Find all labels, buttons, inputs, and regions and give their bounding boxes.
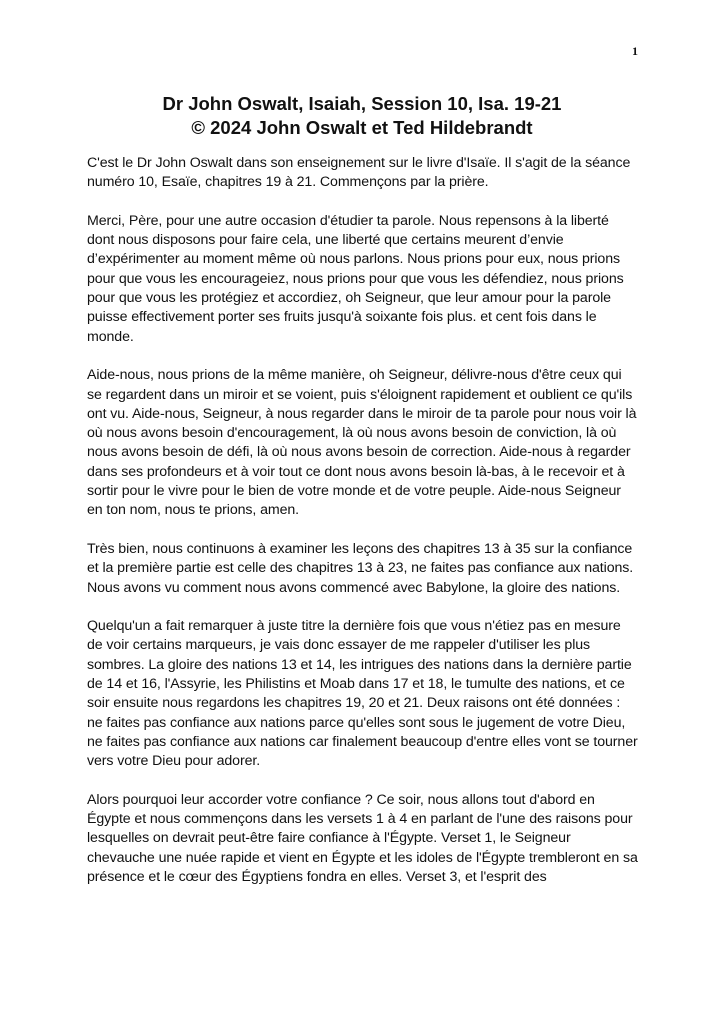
paragraph-prayer-2: Aide-nous, nous prions de la même manière, oh Seigneur, délivre-nous d'être ceux qui se regardent dans un miroir et se voient, puis s'éloignent rapidement et oublient ce qu'ils ont vu. Aide-nous, Seigneur, à nous regarder dans le miroir de ta parole pour nous voir là où nous avons besoin d'encouragement, là où nous avons besoin de conviction, là où nous avons besoin de défi, là où nous avons besoin de correction. Aide-nous à regarder dans ses profondeurs et à voir tout ce dont nous avons besoin là-bas, à le recevoir et à sortir pour le vivre pour le bien de votre monde et de votre peuple. Aide-nous Seigneur en ton nom, nous te prions, amen. bbox=[87, 367, 637, 519]
paragraph-egypt: Alors pourquoi leur accorder votre confiance ? Ce soir, nous allons tout d'abord en Égypte et nous commençons dans les versets 1 à 4 en parlant de l'une des raisons pour lesquelles on devrait peut-être faire confiance à l'Égypte. Verset 1, le Seigneur chevauche une nuée rapide et vient en Égypte et les idoles de l'Égypte trembleront en sa présence et le cœur des Égyptiens fondra en elles. Verset 3, et l'esprit des bbox=[87, 791, 638, 885]
paragraph-lesson-overview: Très bien, nous continuons à examiner les leçons des chapitres 13 à 35 sur la confiance et la première partie est celle des chapitres 13 à 23, ne faites pas confiance aux nations. Nous avons vu comment nous avons commencé avec Babylone, la gloire des nations. bbox=[87, 540, 634, 596]
document-title bbox=[60, 92, 664, 140]
title-line-2: © 2024 John Oswalt et Ted Hildebrandt bbox=[191, 117, 533, 138]
document-body bbox=[87, 154, 639, 907]
page-number: 1 bbox=[632, 44, 638, 58]
paragraph-review: Quelqu'un a fait remarquer à juste titre la dernière fois que vous n'étiez pas en mesure de voir certains marqueurs, je vais donc essayer de me rappeler d'utiliser les plus sombres. La gloire des nations 13 et 14, les intrigues des nations dans la dernière partie de 14 et 16, l'Assyrie, les Philistins et Moab dans 17 et 18, le tumulte des nations, et ce soir ensuite nous regardons les chapitres 19, 20 et 21. Deux raisons ont été données : ne faites pas confiance aux nations parce qu'elles sont sous le jugement de votre Dieu, ne faites pas confiance aux nations car finalement beaucoup d'entre elles vont se tourner vers votre Dieu pour adorer. bbox=[87, 618, 638, 770]
paragraph-intro: C'est le Dr John Oswalt dans son enseignement sur le livre d'Isaïe. Il s'agit de la séance numéro 10, Esaïe, chapitres 19 à 21. Commençons par la prière. bbox=[87, 155, 631, 191]
title-line-1: Dr John Oswalt, Isaiah, Session 10, Isa. 19-21 bbox=[162, 93, 562, 114]
paragraph-prayer-1: Merci, Père, pour une autre occasion d'étudier ta parole. Nous repensons à la liberté dont nous disposons pour faire cela, une liberté que certains meurent d’envie d’expérimenter au moment même où nous parlons. Nous prions pour eux, nous prions pour que vous les encourageiez, nous prions pour que vous les défendiez, nous prions pour que vous les protégiez et accordiez, oh Seigneur, que leur amour pour la parole puisse effectivement porter ses fruits jusqu'à soixante fois plus. et cent fois dans le monde. bbox=[87, 212, 624, 345]
